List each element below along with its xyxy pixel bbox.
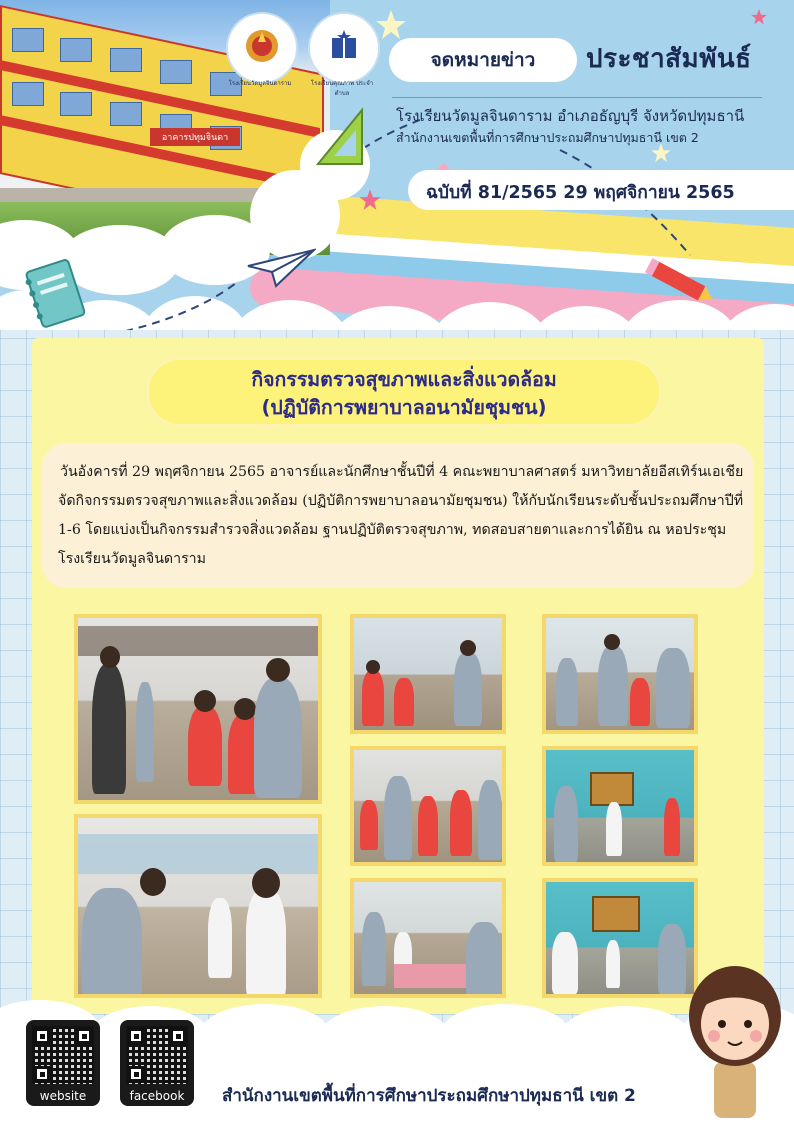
facebook-label: facebook <box>129 1089 185 1103</box>
ruler-icon <box>312 100 368 170</box>
school-logo <box>228 14 296 82</box>
office-name: สำนักงานเขตพื้นที่การศึกษาประถมศึกษาปทุมธานี เขต 2 <box>396 130 699 145</box>
footer-office-name: สำนักงานเขตพื้นที่การศึกษาประถมศึกษาปทุมธานี เขต 2 <box>222 1086 636 1106</box>
teacher-mascot-icon <box>680 958 790 1122</box>
article-body: วันอังคารที่ 29 พฤศจิกายน 2565 อาจารย์และนักศึกษาชั้นปีที่ 4 คณะพยาบาลศาสตร์ มหาวิทยาลัยอีสเทิร์นเอเชีย จัดกิจกรรมตรวจสุขภาพและสิ่งแวดล้อม (ปฏิบัติการพยาบาลอนามัยชุมชน) ให้กับนักเรียนระดับชั้นประถมศึกษาปีที่ 1-6 โดยแบ่งเป็นกิจกรรมสำรวจสิ่งแวดล้อม ฐานปฏิบัติตรวจสุขภาพ, ทดสอบสายตาและการได้ยิน ณ หอประชุมโรงเรียนวัดมูลจินดาราม <box>58 464 744 567</box>
activity-photo-2 <box>350 614 506 734</box>
website-qr-code[interactable] <box>26 1020 100 1106</box>
headline-line-2: (ปฏิบัติการพยาบาลอนามัยชุมชน) <box>261 396 547 419</box>
facebook-qr-code[interactable] <box>120 1020 194 1106</box>
notebook-icon <box>22 256 92 334</box>
activity-photo-1 <box>74 614 322 804</box>
building-sign: อาคารปทุมจินดา <box>150 128 240 146</box>
school-name: โรงเรียนวัดมูลจินดาราม อำเภอธัญบุรี จังหวัดปทุมธานี <box>396 107 745 125</box>
school-logo-caption: โรงเรียนวัดมูลจินดาราม <box>228 80 292 87</box>
paper-plane-icon <box>246 246 316 290</box>
activity-photo-4 <box>350 746 506 866</box>
activity-photo-6 <box>74 814 322 998</box>
header-divider <box>392 97 762 98</box>
headline-line-1: กิจกรรมตรวจสุขภาพและสิ่งแวดล้อม <box>251 368 557 391</box>
website-label: website <box>39 1089 87 1103</box>
issue-number-date: ฉบับที่ 81/2565 29 พฤศจิกายน 2565 <box>426 183 735 203</box>
activity-photo-7 <box>350 878 506 998</box>
page-title: ประชาสัมพันธ์ <box>586 44 752 74</box>
star-icon <box>750 8 768 26</box>
school-emblem-icon <box>238 24 286 72</box>
activity-photo-5 <box>542 746 698 866</box>
activity-photo-3 <box>542 614 698 734</box>
newsletter-label: จดหมายข่าว <box>389 38 577 82</box>
star-icon <box>358 188 382 212</box>
book-emblem-icon <box>320 24 368 72</box>
activity-photo-8 <box>542 878 698 998</box>
quality-school-caption: โรงเรียนคุณภาพ ประจำตำบล <box>310 80 374 97</box>
quality-school-logo <box>310 14 378 82</box>
pencil-icon <box>640 258 720 308</box>
star-icon <box>374 8 408 42</box>
